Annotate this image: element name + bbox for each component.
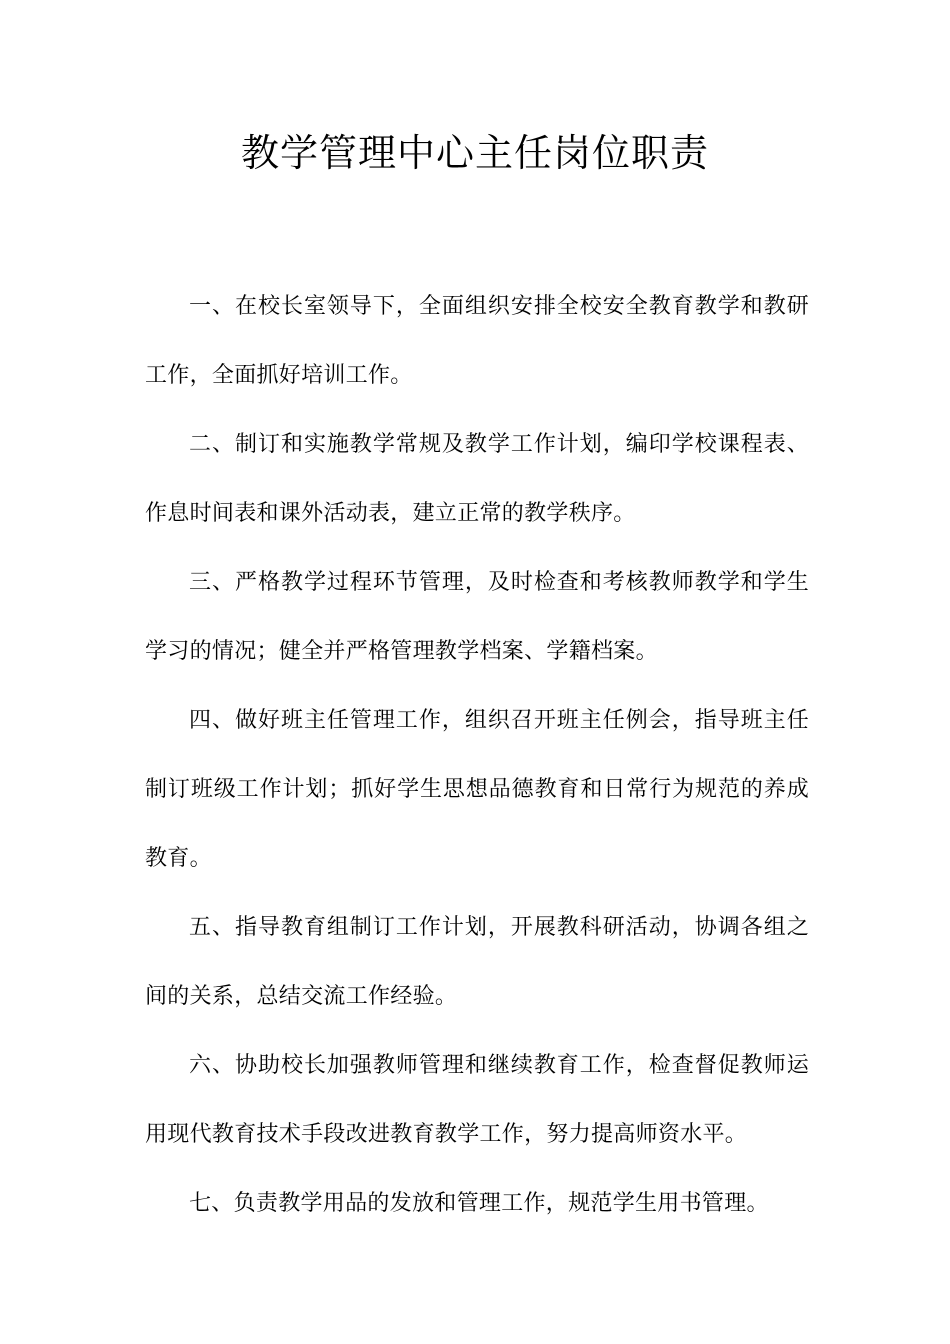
paragraph-1: 一、在校长室领导下，全面组织安排全校安全教育教学和教研工作，全面抓好培训工作。 [145,294,809,388]
paragraph-7: 七、负责教学用品的发放和管理工作，规范学生用书管理。 [189,1191,769,1216]
document-body [145,272,809,1238]
paragraph-5: 五、指导教育组制订工作计划，开展教科研活动，协调各组之间的关系，总结交流工作经验。 [145,915,809,1009]
paragraph-6: 六、协助校长加强教师管理和继续教育工作，检查督促教师运用现代教育技术手段改进教育教学工作，努力提高师资水平。 [145,1053,809,1147]
paragraph-4: 四、做好班主任管理工作，组织召开班主任例会，指导班主任制订班级工作计划；抓好学生思想品德教育和日常行为规范的养成教育。 [145,708,809,871]
paragraph-2: 二、制订和实施教学常规及教学工作计划，编印学校课程表、作息时间表和课外活动表，建立正常的教学秩序。 [145,432,809,526]
paragraph-3: 三、严格教学过程环节管理，及时检查和考核教师教学和学生学习的情况；健全并严格管理教学档案、学籍档案。 [145,570,809,664]
document-title: 教学管理中心主任岗位职责 [240,131,709,175]
